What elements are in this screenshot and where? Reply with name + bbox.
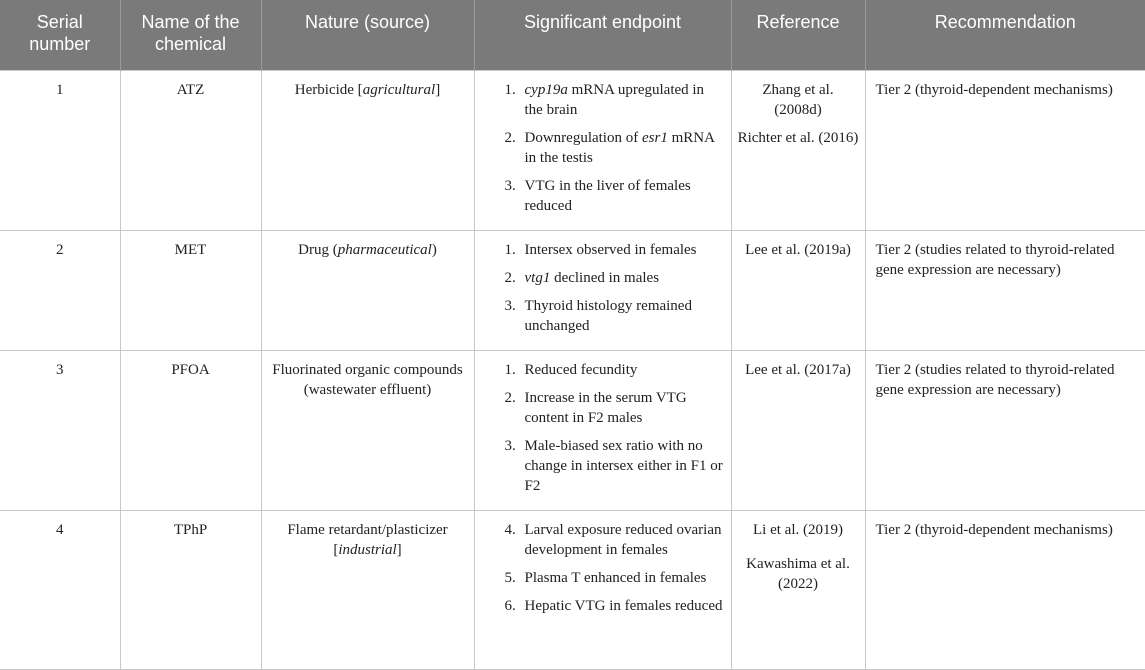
- endpoint-cell: [474, 70, 731, 230]
- endpoint-cell: [474, 510, 731, 669]
- serial-cell: 1: [0, 70, 120, 230]
- recommendation-cell: Tier 2 (studies related to thyroid-related gene expression are necessary): [865, 230, 1145, 350]
- header-chemical-name: Name of the chemical: [120, 0, 261, 70]
- list-item: 1. cyp19a mRNA upregulated in the brain: [504, 81, 705, 118]
- table-row: [0, 510, 1145, 669]
- serial-cell: 4: [0, 510, 120, 669]
- endpoint-cell: [474, 350, 731, 510]
- list-item: 2. Downregulation of esr1 mRNA in the testis: [504, 129, 715, 166]
- serial-cell: 2: [0, 230, 120, 350]
- list-item: 1. Intersex observed in females: [504, 241, 697, 258]
- reference-cell: [731, 70, 865, 230]
- list-item: 3. Male-biased sex ratio with no change in intersex either in F1 or F2: [504, 437, 723, 494]
- header-reference: Reference: [731, 0, 865, 70]
- reference-text: Li et al. (2019): [753, 521, 843, 538]
- chemical-cell: MET: [120, 230, 261, 350]
- recommendation-cell: Tier 2 (thyroid-dependent mechanisms): [865, 510, 1145, 669]
- reference-cell: [731, 230, 865, 350]
- list-item: 6. Hepatic VTG in females reduced: [504, 597, 723, 614]
- reference-cell: [731, 350, 865, 510]
- chemical-cell: ATZ: [120, 70, 261, 230]
- header-serial-number: Serial number: [0, 0, 120, 70]
- list-item: 4. Larval exposure reduced ovarian development in females: [504, 521, 722, 558]
- reference-cell: [731, 510, 865, 669]
- header-row: [0, 0, 1145, 70]
- nature-cell: Flame retardant/plasticizer [industrial]: [261, 510, 474, 669]
- table-row: [0, 70, 1145, 230]
- reference-text: Richter et al. (2016): [737, 129, 859, 146]
- endpoint-cell: [474, 230, 731, 350]
- chemical-cell: TPhP: [120, 510, 261, 669]
- serial-cell: 3: [0, 350, 120, 510]
- nature-cell: Drug (pharmaceutical): [261, 230, 474, 350]
- list-item: 3. VTG in the liver of females reduced: [504, 177, 691, 214]
- reference-text: Kawashima et al. (2022): [746, 555, 850, 592]
- nature-cell: Herbicide [agricultural]: [261, 70, 474, 230]
- table-row: [0, 350, 1145, 510]
- header-recommendation: Recommendation: [865, 0, 1145, 70]
- header-nature-source: Nature (source): [261, 0, 474, 70]
- chemical-cell: PFOA: [120, 350, 261, 510]
- list-item: 3. Thyroid histology remained unchanged: [504, 297, 692, 334]
- list-item: 2. Increase in the serum VTG content in F2 males: [504, 389, 687, 426]
- list-item: 1. Reduced fecundity: [504, 361, 638, 378]
- list-item: 2. vtg1 declined in males: [504, 269, 660, 286]
- list-item: 5. Plasma T enhanced in females: [504, 569, 707, 586]
- table-row: [0, 230, 1145, 350]
- reference-text: Lee et al. (2019a): [745, 241, 851, 258]
- recommendation-cell: Tier 2 (thyroid-dependent mechanisms): [865, 70, 1145, 230]
- reference-text: Zhang et al. (2008d): [762, 81, 834, 118]
- recommendation-cell: Tier 2 (studies related to thyroid-related gene expression are necessary): [865, 350, 1145, 510]
- nature-cell: Fluorinated organic compounds (wastewater effluent): [261, 350, 474, 510]
- reference-text: Lee et al. (2017a): [745, 361, 851, 378]
- header-significant-endpoint: Significant endpoint: [474, 0, 731, 70]
